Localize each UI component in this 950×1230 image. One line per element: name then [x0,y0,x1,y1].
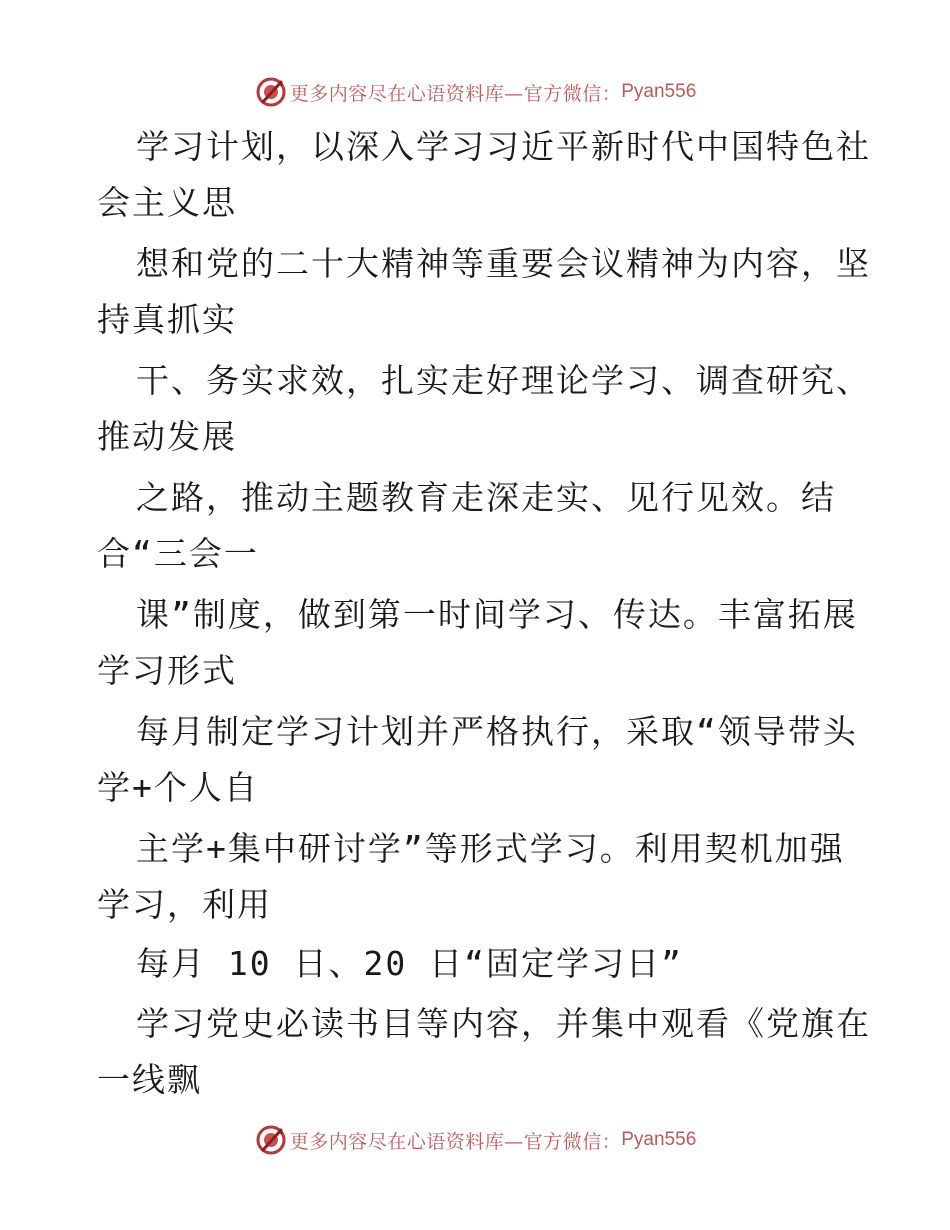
text-line: 想和党的二十大精神等重要会议精神为内容，坚 [136,244,871,283]
text-line: 学习，利用 [97,885,272,924]
text-line: 主学+集中研讨学”等形式学习。利用契机加强 [136,829,845,868]
pen-logo-icon [254,1123,288,1157]
text-line: 每月制定学习计划并严格执行，采取“领导带头 [136,712,858,751]
watermark-wechat-id: Pyan556 [621,1129,697,1150]
watermark-wechat-id: Pyan556 [621,81,697,102]
text-line: 每月 10 日、20 日“固定学习日” [136,944,683,983]
pen-logo-icon [254,75,288,109]
watermark-text: 更多内容尽在心语资料库—官方微信： [289,1130,622,1153]
text-line: 推动发展 [97,417,237,456]
text-line: 课”制度，做到第一时间学习、传达。丰富拓展 [136,595,858,634]
text-line: 学习形式 [97,651,237,690]
footer-watermark [0,1120,950,1160]
text-line: 干、务实求效，扎实走好理论学习、调查研究、 [136,361,871,400]
text-line: 合“三会一 [97,534,259,573]
watermark-text: 更多内容尽在心语资料库—官方微信： [289,82,622,105]
text-line: 一线飘 [97,1060,202,1099]
text-line: 学习计划，以深入学习习近平新时代中国特色社 [136,127,871,166]
text-line: 会主义思 [97,183,237,222]
text-line: 持真抓实 [97,300,237,339]
text-line: 学+个人自 [97,768,259,807]
text-line: 之路，推动主题教育走深走实、见行见效。结 [136,478,836,517]
header-watermark [0,72,950,112]
text-line: 学习党史必读书目等内容，并集中观看《党旗在 [136,1004,871,1043]
